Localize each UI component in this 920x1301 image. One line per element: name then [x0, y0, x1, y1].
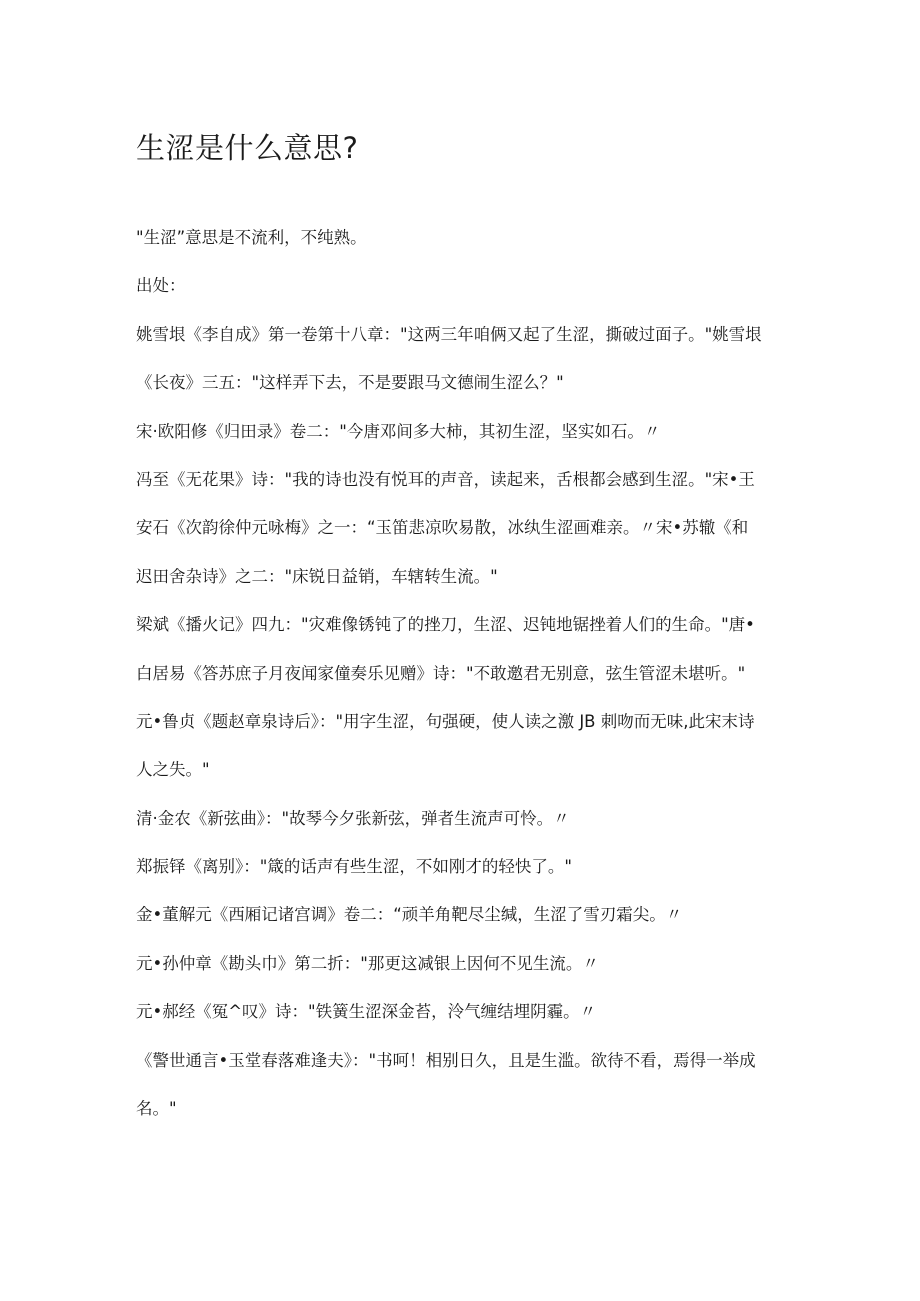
document-body: [136, 218, 786, 1137]
text-line: 迟田舍杂诗》之二："床锐日益销，车辖转生流。": [136, 566, 498, 586]
text-line: 清·金农《新弦曲》："故琴今夕张新弦，弹者生流声可怜。〃: [136, 808, 570, 828]
text-line: 郑振铎《离别》："箴的话声有些生涩，不如刚才的轻快了。": [136, 857, 572, 877]
text-line: 宋·欧阳修《归田录》卷二："今唐邓间多大柿，其初生涩，坚实如石。〃: [136, 421, 661, 441]
text-line: 白居易《答苏庶子月夜闻家僮奏乐见赠》诗："不敢邀君无别意，弦生管涩未堪听。": [136, 663, 746, 683]
text-line: 名。": [136, 1099, 177, 1119]
page-title: 生涩是什么意思?: [136, 131, 359, 165]
text-line-definition: "生涩”意思是不流利，不纯熟。: [136, 228, 367, 247]
text-line: 《长夜》三五："这样弄下去，不是要跟马文德闹生涩么？": [136, 373, 564, 393]
text-line: 元•孙仲章《勘头巾》第二折："那更这减银上因何不见生流。〃: [136, 953, 599, 973]
text-line: 金•董解元《西厢记诸宫调》卷二：“顽羊角靶尽尘缄，生涩了雪刃霜尖。〃: [136, 905, 683, 925]
text-line: 安石《次韵徐仲元咏梅》之一：“玉笛悲凉吹易散，冰纨生涩画难亲。〃宋•苏辙《和: [136, 518, 749, 538]
text-line: 人之失。": [136, 760, 210, 780]
text-line: 冯至《无花果》诗："我的诗也没有悦耳的声音，读起来，舌根都会感到生涩。"宋•王: [136, 469, 755, 489]
text-line-source-heading: 出处：: [136, 276, 186, 296]
text-line: 梁斌《播火记》四九："灾难像锈钝了的挫刀，生涩、迟钝地锯挫着人们的生命。"唐•: [136, 615, 755, 635]
text-line: 《警世通言•玉堂春落难逢夫》："书呵！相别日久，且是生滥。欲待不看，焉得一举成: [136, 1050, 756, 1070]
text-line: 姚雪垠《李自成》第一卷第十八章："这两三年咱俩又起了生涩，撕破过面子。"姚雪垠: [136, 324, 762, 344]
text-line: 元•鲁贞《题赵章泉诗后》："用字生涩，句强硬，使人读之激 JB 刺吻而无味,此宋末诗: [136, 711, 755, 731]
text-line: 元•郝经《冤^叹》诗："铁簧生涩深金苔，泠气缠结埋阴霾。〃: [136, 1002, 597, 1022]
